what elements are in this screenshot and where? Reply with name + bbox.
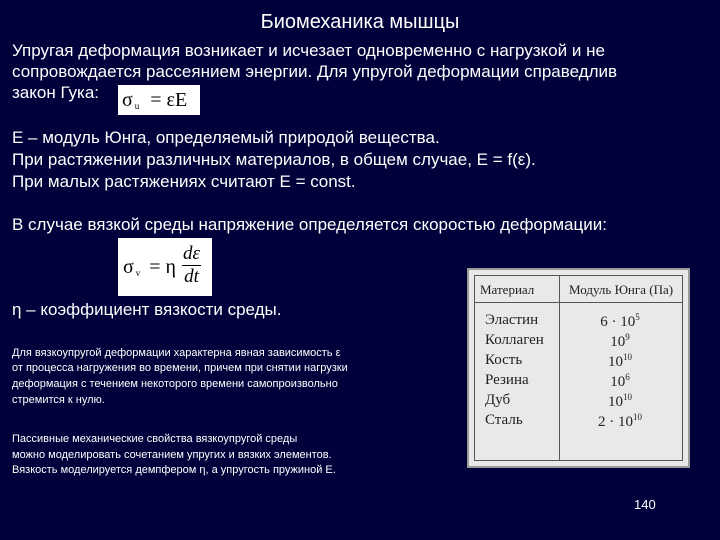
viscoelastic-line-2: от процесса нагружения во времени, причем при снятии нагрузки <box>12 362 348 374</box>
table-row <box>475 372 682 391</box>
viscoelastic-line-1: Для вязкоупругой деформации характерна явная зависимость ε <box>12 347 341 359</box>
row-material: Дуб <box>485 392 511 408</box>
modulus-exponent: 9 <box>625 332 630 342</box>
viscous-line: В случае вязкой среды напряжение определяется скоростью деформации: <box>12 215 607 234</box>
hooke-sub: u <box>134 101 140 111</box>
passive-line-1: Пассивные механические свойства вязкоупругой среды <box>12 433 298 445</box>
table-row <box>475 392 682 411</box>
table-header <box>475 276 682 303</box>
row-modulus <box>575 412 665 431</box>
viscoelastic-line-4: стремится к нулю. <box>12 394 105 406</box>
row-material: Сталь <box>485 412 523 428</box>
modulus-exponent: 10 <box>633 412 642 422</box>
row-modulus <box>575 352 665 371</box>
modulus-exponent: 10 <box>623 352 632 362</box>
young-line-2: При растяжении различных материалов, в общем случае, E = f(ε). <box>12 150 536 169</box>
slide-title: Биомеханика мышцы <box>260 11 460 33</box>
row-modulus <box>575 332 665 351</box>
table-row <box>475 352 682 371</box>
row-material: Резина <box>485 372 529 388</box>
modulus-exponent: 10 <box>623 392 632 402</box>
hooke-formula <box>118 85 200 115</box>
young-modulus-table <box>467 268 690 468</box>
modulus-exponent: 5 <box>635 312 640 322</box>
modulus-exponent: 6 <box>625 372 630 382</box>
hooke-sigma: σ <box>122 89 133 111</box>
row-material: Коллаген <box>485 332 544 348</box>
row-modulus <box>575 372 665 391</box>
intro-line-1: Упругая деформация возникает и исчезает одновременно с нагрузкой и не <box>12 41 605 60</box>
modulus-mantissa: 6 · 10 <box>600 314 636 330</box>
viscous-sigma: σ <box>123 256 134 278</box>
row-material: Эластин <box>485 312 539 328</box>
table-row <box>475 332 682 351</box>
hooke-rhs: = εE <box>150 89 188 111</box>
fraction-denominator: dt <box>184 266 199 287</box>
viscosity-line: η – коэффициент вязкости среды. <box>12 300 282 319</box>
passive-line-2: можно моделировать сочетанием упругих и вязких элементов. <box>12 449 332 461</box>
modulus-mantissa: 10 <box>608 394 623 410</box>
modulus-mantissa: 10 <box>608 354 623 370</box>
intro-line-2: сопровождается рассеянием энергии. Для упругой деформации справедлив <box>12 62 618 81</box>
page-number: 140 <box>634 497 656 512</box>
table-row <box>475 412 682 431</box>
viscous-eta: = η <box>149 256 177 278</box>
row-material: Кость <box>485 352 523 368</box>
modulus-mantissa: 10 <box>610 374 626 390</box>
table-frame <box>474 275 683 461</box>
modulus-mantissa: 2 · 10 <box>598 414 633 430</box>
row-modulus <box>575 392 665 411</box>
viscous-sub: v <box>135 268 141 278</box>
header-material: Материал <box>480 282 535 297</box>
row-modulus <box>575 312 665 331</box>
fraction-numerator: dε <box>183 243 200 264</box>
viscous-fraction <box>182 243 201 288</box>
young-line-1: E – модуль Юнга, определяемый природой вещества. <box>12 128 440 147</box>
modulus-mantissa: 10 <box>610 334 626 350</box>
header-modulus: Модуль Юнга (Па) <box>569 282 674 297</box>
table-row <box>475 312 682 331</box>
young-line-3: При малых растяжениях считают E = const. <box>12 172 356 191</box>
passive-line-3: Вязкость моделируется демпфером η, а упругость пружиной E. <box>12 464 336 476</box>
viscoelastic-line-3: деформация с течением некоторого времени самопроизвольно <box>12 378 338 390</box>
viscous-formula <box>118 238 212 296</box>
intro-line-3: закон Гука: <box>12 83 100 102</box>
